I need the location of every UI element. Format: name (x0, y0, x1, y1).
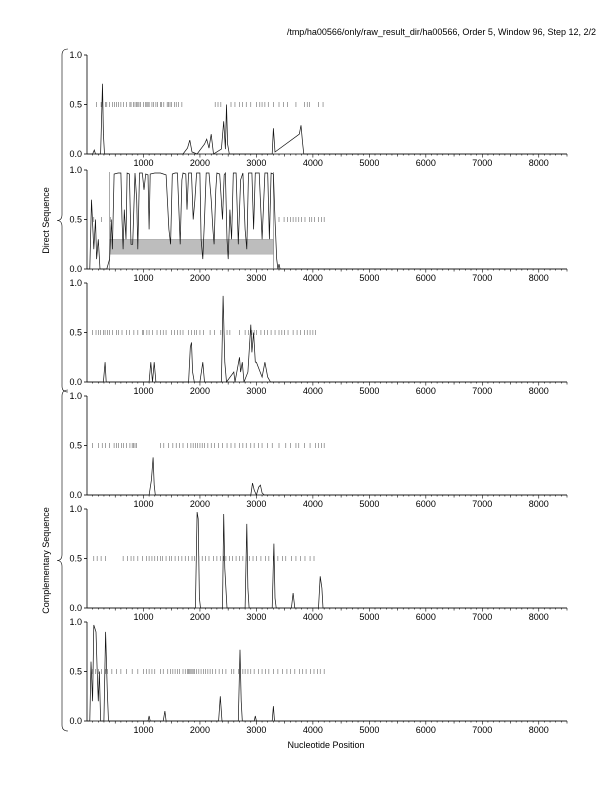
x-tick-label: 5000 (359, 499, 380, 509)
y-tick-label: 1.0 (69, 278, 82, 288)
x-tick-label: 1000 (133, 612, 154, 622)
x-tick-label: 4000 (302, 612, 323, 622)
y-tick-label: 1.0 (69, 165, 82, 175)
series-line (87, 625, 567, 721)
file-path-header: /tmp/ha00566/only/raw_result_dir/ha00566, Order 5, Window 96, Step 12, 2/2 (286, 27, 596, 37)
y-tick-label: 0.5 (69, 553, 82, 564)
y-tick-label: 0.5 (69, 99, 82, 110)
x-tick-label: 6000 (415, 273, 436, 283)
x-tick-label: 5000 (359, 725, 380, 735)
x-tick-label: 3000 (246, 158, 267, 168)
group-brackets (41, 49, 68, 731)
x-tick-label: 6000 (415, 612, 436, 622)
y-tick-label: 0.5 (69, 440, 82, 451)
y-tick-label: 1.0 (69, 504, 82, 514)
series-line (87, 173, 567, 269)
x-tick-label: 1000 (133, 386, 154, 396)
y-tick-label: 0.5 (69, 214, 82, 225)
x-tick-label: 5000 (359, 386, 380, 396)
x-tick-label: 6000 (415, 499, 436, 509)
x-tick-label: 7000 (472, 273, 493, 283)
x-tick-label: 2000 (189, 158, 210, 168)
x-tick-label: 4000 (302, 273, 323, 283)
panel-frame-4 (69, 391, 567, 509)
group-bracket (57, 49, 68, 392)
x-tick-label: 8000 (528, 386, 549, 396)
y-tick-label: 0.5 (69, 327, 82, 338)
group-label: Direct Sequence (41, 187, 51, 254)
x-tick-label: 4000 (302, 725, 323, 735)
y-tick-label: 0.5 (69, 666, 82, 677)
x-tick-label: 2000 (189, 273, 210, 283)
x-tick-label: 2000 (189, 612, 210, 622)
x-tick-label: 8000 (528, 273, 549, 283)
x-tick-label: 8000 (528, 612, 549, 622)
y-tick-label: 0.0 (69, 490, 82, 500)
x-tick-label: 4000 (302, 499, 323, 509)
x-tick-label: 7000 (472, 386, 493, 396)
x-tick-label: 2000 (189, 386, 210, 396)
y-tick-label: 1.0 (69, 617, 82, 627)
x-tick-label: 7000 (472, 612, 493, 622)
x-tick-label: 4000 (302, 386, 323, 396)
x-tick-label: 2000 (189, 725, 210, 735)
y-tick-label: 0.0 (69, 264, 82, 274)
x-tick-label: 6000 (415, 386, 436, 396)
group-bracket (57, 390, 68, 731)
x-tick-label: 8000 (528, 499, 549, 509)
x-tick-label: 1000 (133, 499, 154, 509)
x-tick-label: 6000 (415, 725, 436, 735)
x-tick-label: 1000 (133, 725, 154, 735)
panel-frame-3 (69, 278, 567, 396)
shaded-region (110, 239, 274, 254)
y-tick-label: 0.0 (69, 377, 82, 387)
x-tick-label: 5000 (359, 612, 380, 622)
x-tick-label: 6000 (415, 158, 436, 168)
x-tick-label: 7000 (472, 158, 493, 168)
y-tick-label: 1.0 (69, 391, 82, 401)
x-tick-label: 8000 (528, 725, 549, 735)
panels (69, 50, 567, 735)
y-tick-label: 0.0 (69, 603, 82, 613)
x-tick-label: 1000 (133, 273, 154, 283)
panel-frame-1 (69, 50, 567, 168)
x-tick-label: 3000 (246, 386, 267, 396)
x-tick-label: 3000 (246, 273, 267, 283)
x-tick-label: 7000 (472, 725, 493, 735)
y-tick-label: 1.0 (69, 50, 82, 60)
x-tick-label: 4000 (302, 158, 323, 168)
x-tick-label: 5000 (359, 158, 380, 168)
x-tick-label: 2000 (189, 499, 210, 509)
series-line (87, 512, 567, 608)
x-tick-label: 8000 (528, 158, 549, 168)
x-tick-label: 1000 (133, 158, 154, 168)
panel-frame-2 (69, 165, 567, 283)
panel-frame-6 (69, 617, 567, 735)
series-line (87, 457, 567, 495)
group-label: Complementary Sequence (41, 507, 51, 614)
series-line (87, 84, 567, 154)
y-tick-label: 0.0 (69, 149, 82, 159)
panel-frame-5 (69, 504, 567, 622)
x-tick-label: 7000 (472, 499, 493, 509)
x-tick-label: 3000 (246, 612, 267, 622)
series-line (87, 296, 567, 382)
x-tick-label: 5000 (359, 273, 380, 283)
x-tick-label: 3000 (246, 725, 267, 735)
y-tick-label: 0.0 (69, 716, 82, 726)
x-axis-label: Nucleotide Position (287, 740, 365, 750)
x-tick-label: 3000 (246, 499, 267, 509)
